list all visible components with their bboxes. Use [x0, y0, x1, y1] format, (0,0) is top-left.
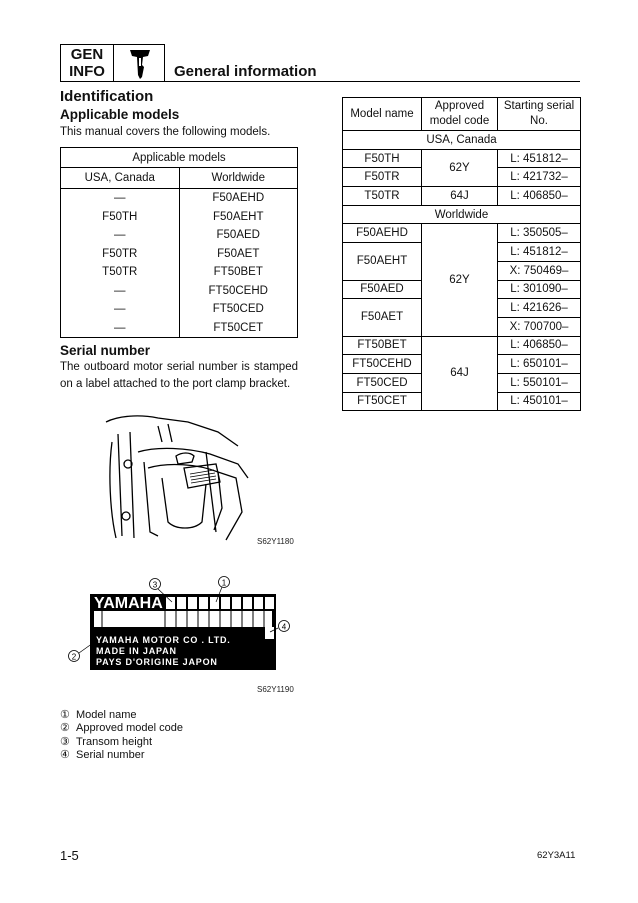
legend-number: ④: [60, 748, 70, 761]
figure-legend: [60, 709, 183, 762]
serial-cell: L: 406850–: [498, 336, 581, 355]
serial-cell: X: 750469–: [498, 261, 581, 280]
legend-number: ①: [60, 709, 70, 721]
section-icon-box: [113, 44, 165, 82]
page-number: 1-5: [60, 848, 79, 863]
table-cell: F50AEHD: [212, 192, 265, 205]
label-line-1: YAMAHA MOTOR CO . LTD.: [96, 635, 231, 645]
serial-number-heading: Serial number: [60, 343, 151, 358]
region-row: Worldwide: [343, 205, 581, 224]
serial-cell: L: 350505–: [498, 224, 581, 243]
table-row: [343, 187, 581, 206]
table-row: [61, 282, 298, 301]
legend-text: Approved model code: [76, 722, 184, 735]
serial-number-text: The outboard motor serial number is stamped on a label attached to the port clamp bracket.: [60, 361, 298, 390]
serial-cell: L: 450101–: [498, 392, 581, 411]
section-code-gen: GEN: [70, 46, 104, 63]
table-row: [61, 263, 298, 282]
table-cell: F50AET: [217, 247, 260, 260]
model-cell: T50TR: [343, 187, 422, 206]
legend-text: Serial number: [76, 748, 145, 761]
applicable-models-table: [60, 147, 298, 338]
table-cell: —: [61, 189, 180, 208]
table-cell: —: [61, 226, 180, 245]
table-cell: FT50CET: [213, 321, 264, 334]
identification-heading: Identification: [60, 88, 154, 105]
header-rule: [60, 81, 580, 82]
column-header: Model name: [343, 98, 422, 131]
figure-code: S62Y1180: [257, 537, 294, 546]
table-row: [61, 319, 298, 338]
model-cell: F50AEHD: [343, 224, 422, 243]
callout-4: 4: [281, 622, 287, 632]
column-header: USA, Canada: [61, 168, 180, 189]
table-row: [61, 226, 298, 245]
serial-cell: L: 451812–: [498, 243, 581, 262]
table-cell: F50AED: [216, 229, 260, 242]
code-cell: 64J: [422, 336, 498, 411]
column-header: Worldwide: [179, 168, 298, 189]
model-cell: F50AEHT: [343, 243, 422, 280]
model-cell: FT50CEHD: [343, 355, 422, 374]
label-line-2: MADE IN JAPAN: [96, 646, 177, 656]
model-cell: F50TH: [343, 149, 422, 168]
model-cell: F50AET: [343, 299, 422, 336]
legend-number: ②: [60, 722, 70, 735]
callout-1: 1: [221, 578, 227, 588]
table-cell: FT50BET: [213, 266, 263, 279]
serial-cell: L: 301090–: [498, 280, 581, 299]
model-cell: F50TR: [343, 168, 422, 187]
table-cell: —: [61, 319, 180, 338]
column-header: Starting serial No.: [498, 98, 581, 131]
column-header: Approved model code: [422, 98, 498, 131]
table-row: [61, 189, 298, 208]
table-cell: —: [61, 282, 180, 301]
applicable-models-intro: This manual covers the following models.: [60, 126, 271, 138]
section-code-info: INFO: [69, 63, 105, 80]
serial-cell: L: 421626–: [498, 299, 581, 318]
table-row: [343, 336, 581, 355]
serial-cell: L: 451812–: [498, 149, 581, 168]
model-cell: FT50CED: [343, 373, 422, 392]
serial-cell: L: 421732–: [498, 168, 581, 187]
serial-cell: L: 650101–: [498, 355, 581, 374]
callout-2: 2: [71, 652, 77, 662]
table-row: [61, 300, 298, 319]
serial-cell: L: 550101–: [498, 373, 581, 392]
document-code: 62Y3A11: [537, 850, 576, 861]
table-cell: F50TH: [61, 208, 180, 227]
legend-item: [60, 709, 183, 722]
clamp-bracket-illustration: [98, 412, 268, 544]
region-row: USA, Canada: [343, 131, 581, 150]
legend-item: [60, 736, 183, 749]
page-title: General information: [174, 63, 317, 80]
label-brand: YAMAHA: [94, 595, 163, 612]
table-cell: —: [61, 300, 180, 319]
code-cell: 62Y: [422, 224, 498, 336]
callout-3: 3: [152, 580, 158, 590]
outboard-motor-icon: [114, 45, 164, 81]
applicable-models-heading: Applicable models: [60, 107, 180, 122]
table-cell: F50AEHT: [213, 210, 264, 223]
code-cell: 62Y: [422, 149, 498, 186]
legend-text: Transom height: [76, 735, 153, 748]
table-cell: T50TR: [61, 263, 180, 282]
section-code-box: [60, 44, 114, 82]
model-cell: FT50CET: [343, 392, 422, 411]
model-cell: FT50BET: [343, 336, 422, 355]
table-cell: F50TR: [61, 245, 180, 264]
table-cell: FT50CED: [212, 303, 264, 316]
serial-cell: L: 406850–: [498, 187, 581, 206]
label-line-3: PAYS D'ORIGINE JAPON: [96, 657, 218, 667]
code-cell: 64J: [422, 187, 498, 206]
table-row: [61, 245, 298, 264]
serial-label-illustration: [64, 572, 300, 682]
serial-cell: X: 700700–: [498, 317, 581, 336]
table-row: [61, 208, 298, 227]
figure-code: S62Y1190: [257, 685, 294, 694]
legend-number: ③: [60, 735, 70, 748]
legend-item: [60, 722, 183, 735]
table-row: [343, 149, 581, 168]
serial-number-table: [342, 97, 581, 411]
legend-item: [60, 749, 183, 762]
table-caption: Applicable models: [61, 148, 298, 168]
legend-text: Model name: [76, 709, 137, 721]
table-row: [343, 224, 581, 243]
model-cell: F50AED: [343, 280, 422, 299]
table-cell: FT50CEHD: [208, 284, 268, 297]
